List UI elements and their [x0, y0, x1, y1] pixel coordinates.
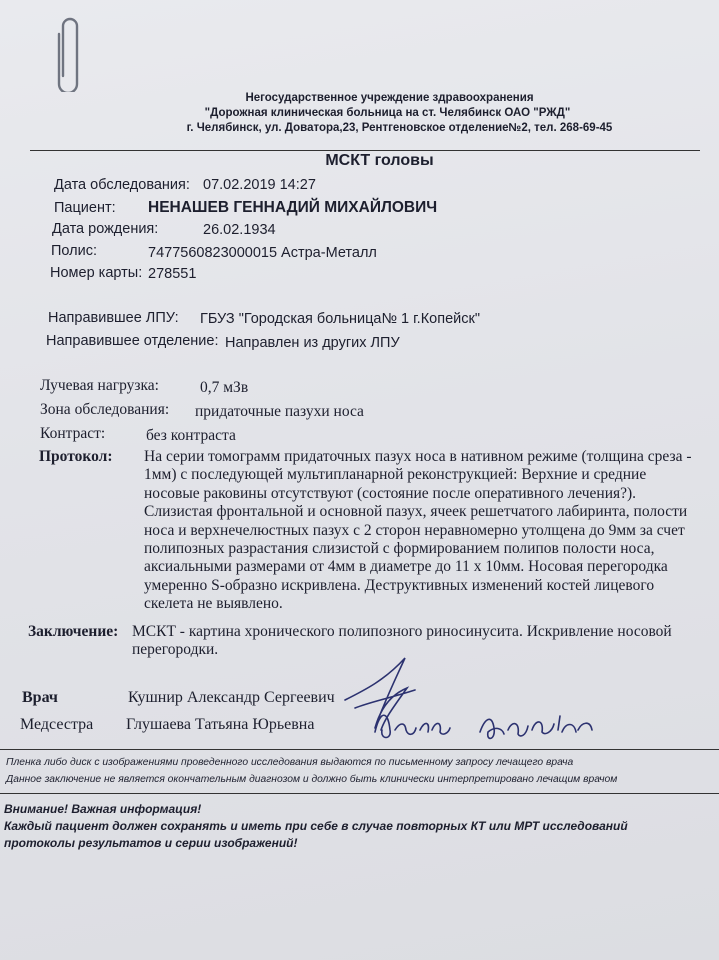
conclusion-label: Заключение:	[28, 623, 119, 640]
policy-value: 7477560823000015 Астра-Металл	[148, 245, 377, 261]
nurse-signature	[370, 700, 610, 750]
contrast-value: без контраста	[146, 427, 236, 444]
birth-date-label: Дата рождения:	[52, 221, 159, 237]
radiation-dose-value: 0,7 мЗв	[200, 379, 249, 396]
paperclip-icon	[55, 14, 81, 92]
warning-line-2: протоколы результатов и серии изображений!	[4, 836, 298, 850]
exam-date-label: Дата обследования:	[54, 177, 190, 193]
contrast-label: Контраст:	[40, 425, 106, 442]
nurse-label: Медсестра	[20, 716, 94, 733]
warning-heading: Внимание! Важная информация!	[4, 802, 202, 816]
patient-label: Пациент:	[54, 200, 116, 216]
birth-date-value: 26.02.1934	[203, 222, 276, 238]
exam-zone-value: придаточные пазухи носа	[195, 403, 364, 420]
patient-name: НЕНАШЕВ ГЕННАДИЙ МИХАЙЛОВИЧ	[148, 199, 438, 216]
address-line: г. Челябинск, ул. Доватора,23, Рентгеновское отделение№2, тел. 268-69-45	[186, 122, 613, 134]
protocol-text: На серии томограмм придаточных пазух носа в нативном режиме (толщина среза - 1мм) с последующей мультипланарной реконструкцией: Верхние и средние носовые раковины отсутствуют (состояние после оперативного лечения?). Слизистая фронтальной и основной пазух, ячеек решетчатого лабиринта, полости носа и верхнечелюстных пазух с 2 сторон неравномерно утолщена до 9мм за счет полипозных разрастания слизистой с формированием полипов полости носа, аксиальными размерами от 4мм в диаметре до 11 х 10мм. Носовая перегородка умеренно S-образно искривлена. Деструктивных изменений костей лицевого скелета не выявлено.	[144, 448, 692, 613]
header-divider	[30, 150, 700, 151]
referring-lpu-value: ГБУЗ "Городская больница№ 1 г.Копейск"	[200, 311, 480, 327]
policy-label: Полис:	[51, 243, 98, 259]
card-number-value: 278551	[148, 266, 197, 282]
card-number-label: Номер карты:	[50, 265, 143, 281]
doctor-name: Кушнир Александр Сергеевич	[128, 689, 335, 706]
radiation-dose-label: Лучевая нагрузка:	[40, 377, 159, 394]
referring-dept-label: Направившее отделение:	[46, 333, 219, 349]
document-title: МСКТ головы	[325, 152, 434, 169]
nurse-name: Глушаева Татьяна Юрьевна	[126, 716, 315, 733]
doctor-label: Врач	[22, 689, 58, 706]
protocol-label: Протокол:	[39, 448, 113, 465]
footer-divider-bottom	[0, 793, 719, 794]
footer-note-diagnosis: Данное заключение не является окончательным диагнозом и должно быть клинически интерпретировано лечащим врачом	[6, 774, 618, 785]
exam-zone-label: Зона обследования:	[40, 401, 170, 418]
hospital-name-line: "Дорожная клиническая больница на ст. Челябинск ОАО "РЖД"	[204, 107, 571, 119]
referring-lpu-label: Направившее ЛПУ:	[48, 310, 179, 326]
referring-dept-value: Направлен из других ЛПУ	[225, 335, 400, 351]
footer-note-film: Пленка либо диск с изображениями проведенного исследования выдаются по письменному запросу лечащего врача	[6, 757, 574, 768]
footer-divider-top	[0, 749, 719, 750]
conclusion-text: МСКТ - картина хронического полипозного риносинусита. Искривление носовой перегородки.	[132, 623, 672, 659]
warning-line-1: Каждый пациент должен сохранять и иметь при себе в случае повторных КТ или МРТ исследований	[4, 819, 628, 833]
org-name-line: Негосударственное учреждение здравоохранения	[245, 92, 534, 104]
exam-date-value: 07.02.2019 14:27	[203, 177, 316, 193]
